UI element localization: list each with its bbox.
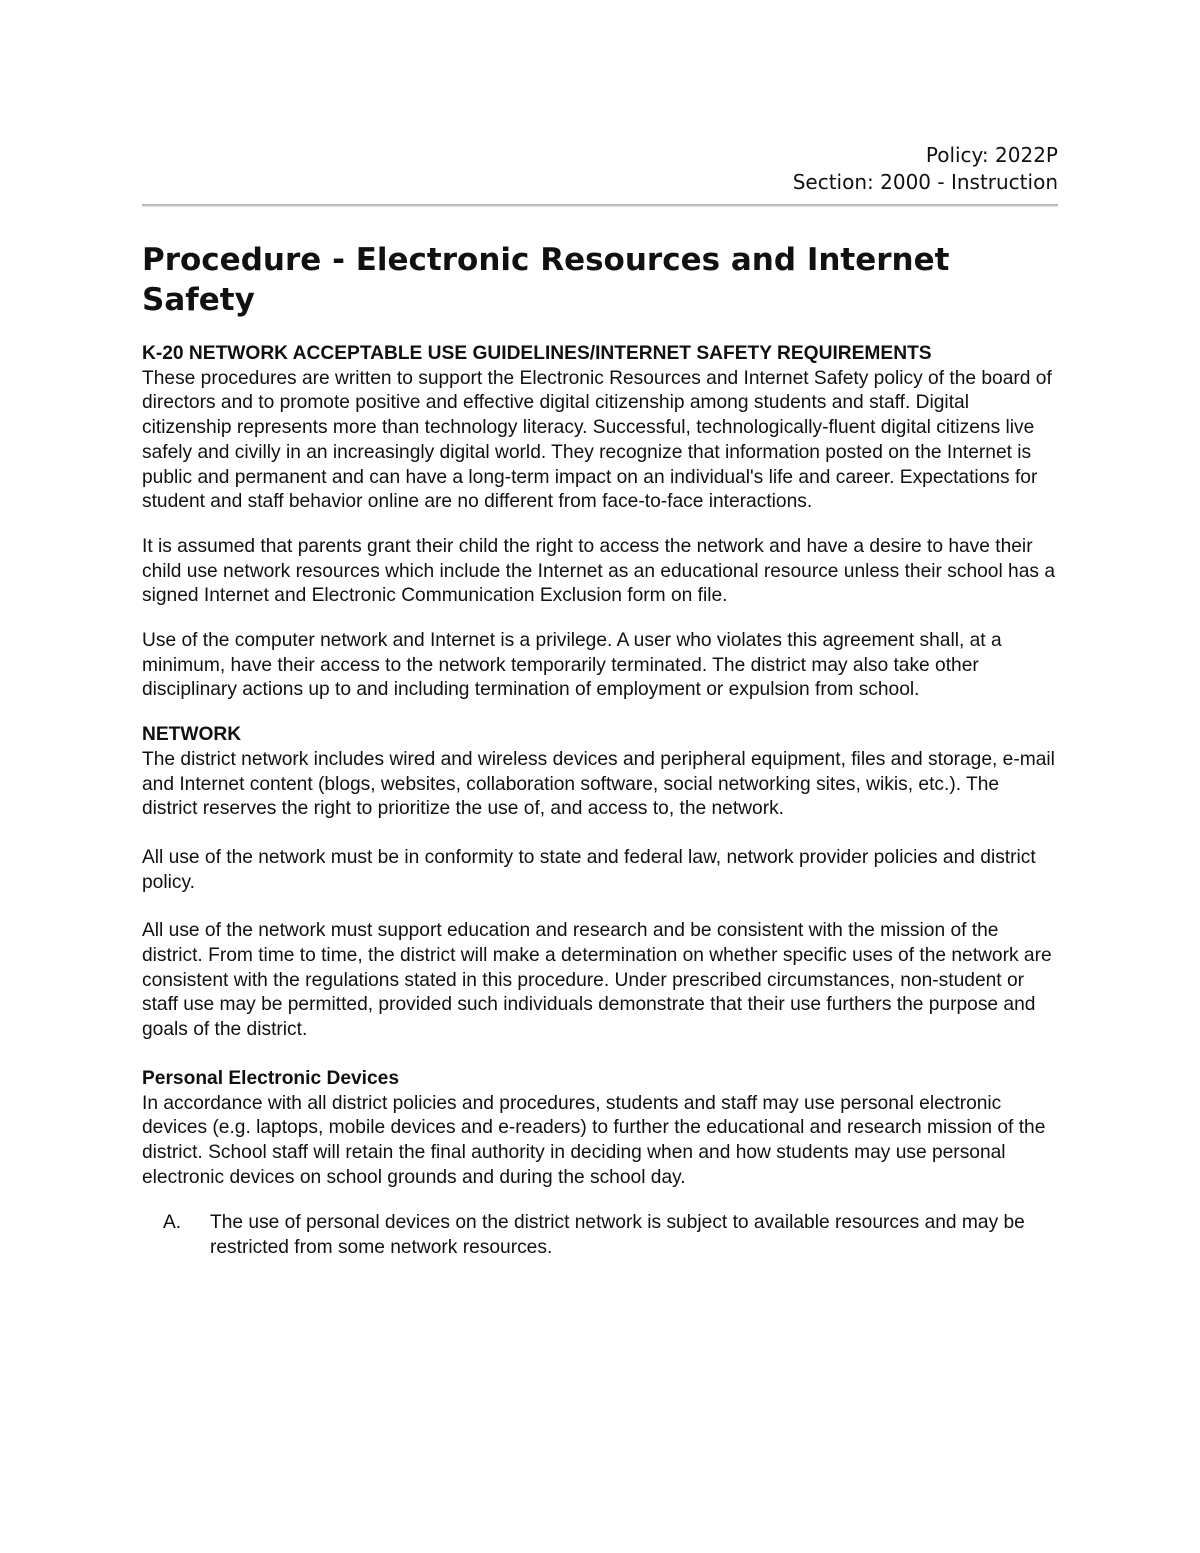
network-heading: NETWORK bbox=[142, 724, 242, 746]
acceptable-use-paragraph-2: It is assumed that parents grant their child the right to access the network and have a desire to have their child use network resources which include the Internet as an educational resource unless their school has a signed Internet and Electronic Communication Exclusion form on file. bbox=[142, 535, 1055, 607]
acceptable-use-paragraph-1: These procedures are written to support the Electronic Resources and Internet Safety policy of the board of directors and to promote positive and effective digital citizenship among students and staff. Digital citizenship represents more than technology literacy. Successful, technologically-fluent digital citizens live safely and civilly in an increasingly digital world. They recognize that information posted on the Internet is public and permanent and can have a long-term impact on an individual's life and career. Expectations for student and staff behavior online are no different from face-to-face interactions. bbox=[142, 367, 1052, 513]
personal-devices-paragraph: In accordance with all district policies and procedures, students and staff may use personal electronic devices (e.g. laptops, mobile devices and e-readers) to further the educational and research mission of the district. School staff will retain the final authority in deciding when and how students may use personal electronic devices on school grounds and during the school day. bbox=[142, 1092, 1046, 1188]
list-item bbox=[142, 1211, 1058, 1260]
document-body bbox=[142, 342, 1058, 1261]
list-item-text: The use of personal devices on the district network is subject to available resources and may be restricted from some network resources. bbox=[210, 1212, 1025, 1259]
page-title: Procedure - Electronic Resources and Internet Safety bbox=[142, 242, 950, 318]
acceptable-use-paragraph-3: Use of the computer network and Internet is a privilege. A user who violates this agreement shall, at a minimum, have their access to the network temporarily terminated. The district may also take other disciplinary actions up to and including termination of employment or expulsion from school. bbox=[142, 630, 1002, 701]
policy-header bbox=[793, 142, 1058, 196]
acceptable-use-heading: K-20 NETWORK ACCEPTABLE USE GUIDELINES/INTERNET SAFETY REQUIREMENTS bbox=[142, 343, 932, 364]
policy-section: Section: 2000 - Instruction bbox=[792, 170, 1058, 194]
network-paragraph-3: All use of the network must support education and research and be consistent with the mission of the district. From time to time, the district will make a determination on whether specific uses of the network are consistent with the regulations stated in this procedure. Under prescribed circumstances, non-student or staff use may be permitted, provided such individuals demonstrate that their use furthers the purpose and goals of the district. bbox=[142, 920, 1052, 1041]
policy-number: Policy: 2022P bbox=[925, 143, 1058, 167]
network-paragraph-1: The district network includes wired and wireless devices and peripheral equipment, files and storage, e-mail and Internet content (blogs, websites, collaboration software, social networking sites, wikis, etc.). The district reserves the right to prioritize the use of, and access to, the network. bbox=[142, 748, 1055, 820]
header-divider bbox=[142, 204, 1058, 206]
network-paragraph-2: All use of the network must be in conformity to state and federal law, network provider policies and district policy. bbox=[142, 846, 1036, 893]
list-marker: A. bbox=[163, 1212, 182, 1234]
personal-devices-heading: Personal Electronic Devices bbox=[142, 1067, 400, 1089]
